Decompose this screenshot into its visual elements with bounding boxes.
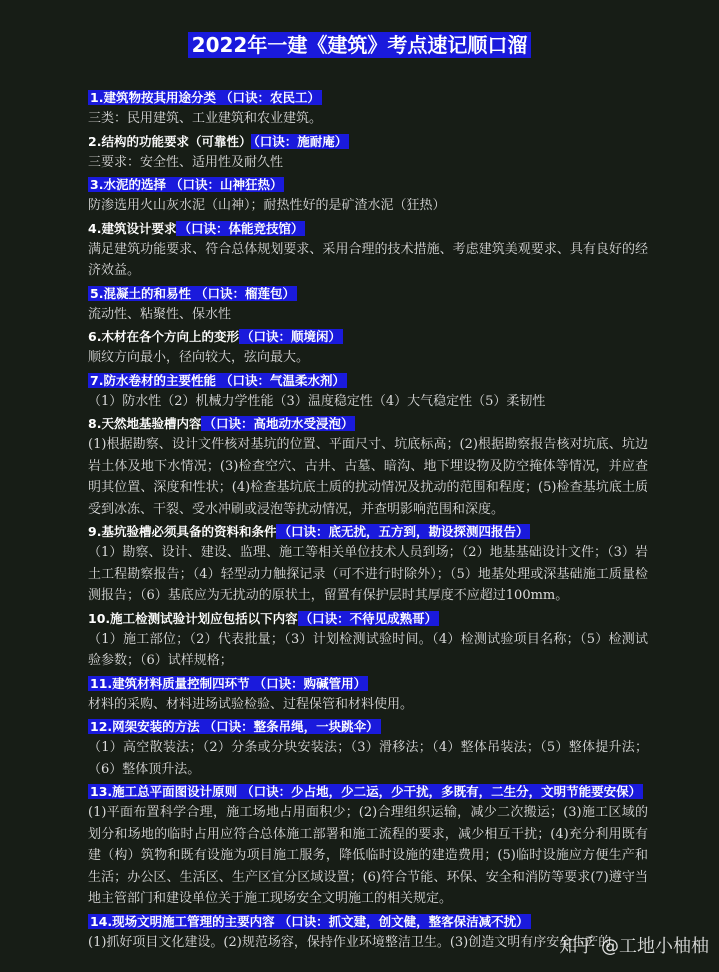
section-heading <box>88 219 648 239</box>
section-title: 5.混凝土的和易性 <box>90 285 191 301</box>
section-body: (1)抓好项目文化建设。(2)规范场容，保持作业环境整洁卫生。(3)创造文明有序安全生产的 <box>88 934 612 950</box>
section <box>88 674 648 716</box>
section-title: 11.建筑材料质量控制四环节 <box>90 675 250 691</box>
section-title: 1.建筑物按其用途分类 <box>90 90 216 105</box>
section-heading <box>88 284 648 304</box>
mnemonic-highlight: （口诀：购碱管用） <box>253 675 367 691</box>
section-body: （1）高空散装法；（2）分条或分块安装法；（3）滑移法；（4）整体吊装法；（5）整体提升法；（6）整体顶升法。 <box>88 740 648 777</box>
document-title: 2022年一建《建筑》考点速记顺口溜 <box>188 32 532 58</box>
mnemonic-highlight: （口诀：施耐庵） <box>253 133 348 149</box>
section-body: (1)根据勘察、设计文件核对基坑的位置、平面尺寸、坑底标高；(2)根据勘察报告核对坑底、坑边岩土体及地下水情况；(3)检查空穴、古井、古墓、暗沟、地下埋设物及防空掩体等情况，并应查明其位置、深度和性状；(4)检查基坑底土质的扰动情况及扰动的范围和程度；(5)检查基坑底土质受到冰冻、干裂、受水冲刷或浸泡等扰动情况，并查明影响范围和深度。 <box>88 437 648 517</box>
section-body: (1)平面布置科学合理，施工场地占用面积少；(2)合理组织运输，减少二次搬运；(3)施工区域的划分和场地的临时占用应符合总体施工部署和施工流程的要求，减少相互干扰；(4)充分利用既有建（构）筑物和既有设施为项目施工服务，降低临时设施的建造费用；(5)临时设施应方便生产和生活；办公区、生活区、生产区宜分区域设置；(6)符合节能、环保、安全和消防等要求(7)遵守当地主管部门和建设单位关于施工现场安全文明施工的相关规定。 <box>88 805 648 906</box>
mnemonic-highlight: （口诀：少占地，少二运，少干扰，多既有，二生分，文明节能要安保） <box>241 784 642 799</box>
section-body: （1）施工部位；（2）代表批量；（3）计划检测试验时间。（4）检测试验项目名称；（5）检测试验参数；（6）试样规格； <box>88 631 648 668</box>
title-bar <box>0 0 719 68</box>
zhihu-watermark: 知乎 @工地小柚柚 <box>559 936 709 957</box>
section-heading <box>88 371 648 391</box>
section-heading <box>88 175 648 195</box>
mnemonic-highlight: （口诀：体能竞技馆） <box>178 220 304 236</box>
content-area <box>88 86 648 953</box>
section-heading <box>88 327 648 347</box>
mnemonic-highlight: （口诀：底无扰，五方到，勘设探测四报告） <box>278 524 529 539</box>
section-title: 2.结构的功能要求（可靠性） <box>88 133 252 149</box>
mnemonic-highlight: （口诀：高地动水受浸泡） <box>203 416 354 431</box>
section-title: 6.木材在各个方向上的变形 <box>88 329 239 344</box>
section-body: 顺纹方向最小，径向较大，弦向最大。 <box>88 350 310 365</box>
section <box>88 414 648 520</box>
section-body: 满足建筑功能要求、符合总体规划要求、采用合理的技术措施、考虑建筑美观要求、具有良好的经济效益。 <box>88 241 648 278</box>
section-title: 8.天然地基验槽内容 <box>88 416 202 431</box>
section <box>88 371 648 413</box>
section-body: （1）勘察、设计、建设、监理、施工等相关单位技术人员到场；（2）地基基础设计文件；（3）岩土工程勘察报告；（4）轻型动力触探记录（可不进行时除外）；（5）地基处理或深基础施工质量检测报告；（6）基底应为无扰动的原状土，留置有保护层时其厚度不应超过100mm。 <box>88 545 648 603</box>
section <box>88 522 648 607</box>
section <box>88 175 648 217</box>
section-heading <box>88 912 648 932</box>
section-heading <box>88 522 648 542</box>
mnemonic-highlight: （口诀：不待见成熟哥） <box>299 610 438 626</box>
section-title: 3.水泥的选择 <box>90 177 166 192</box>
section <box>88 132 648 174</box>
section-heading <box>88 414 648 434</box>
section-title: 4.建筑设计要求 <box>88 220 177 236</box>
section-heading <box>88 609 648 629</box>
section-heading <box>88 717 648 737</box>
section-heading <box>88 88 648 108</box>
section-body: 三类：民用建筑、工业建筑和农业建筑。 <box>88 111 323 126</box>
section <box>88 284 648 326</box>
section <box>88 327 648 369</box>
mnemonic-highlight: （口诀：榴莲包） <box>194 285 295 301</box>
section-body: 三要求：安全性、适用性及耐久性 <box>88 154 284 170</box>
mnemonic-highlight: （口诀：顺境闲） <box>240 329 341 344</box>
mnemonic-highlight: （口诀：整条吊绳，一块跳伞） <box>203 719 379 734</box>
section-body: 防渗选用火山灰水泥（山神）；耐热性好的是矿渣水泥（狂热） <box>88 198 446 213</box>
section-title: 7.防水卷材的主要性能 <box>90 372 216 388</box>
section-heading <box>88 782 648 802</box>
section-title: 14.现场文明施工管理的主要内容 <box>90 913 275 929</box>
mnemonic-highlight: （口诀：抓文建，创文健，整客保洁减不扰） <box>278 913 529 929</box>
section <box>88 219 648 282</box>
section-title: 12.网架安装的方法 <box>90 719 200 734</box>
section-title: 9.基坑验槽必须具备的资料和条件 <box>88 524 277 539</box>
section-body: （1）防水性（2）机械力学性能（3）温度稳定性（4）大气稳定性（5）柔韧性 <box>88 393 546 409</box>
mnemonic-highlight: （口诀：山神狂热） <box>169 177 283 192</box>
mnemonic-highlight: （口诀：农民工） <box>219 90 320 105</box>
section-title: 10.施工检测试验计划应包括以下内容 <box>88 610 298 626</box>
section <box>88 717 648 780</box>
section <box>88 88 648 130</box>
section-heading <box>88 674 648 694</box>
section <box>88 782 648 910</box>
section-title: 13.施工总平面图设计原则 <box>90 784 238 799</box>
mnemonic-highlight: （口诀：气温柔水剂） <box>219 372 345 388</box>
section-heading <box>88 132 648 152</box>
section <box>88 609 648 672</box>
section-body: 流动性、粘聚性、保水性 <box>88 306 232 322</box>
section-body: 材料的采购、材料进场试验检验、过程保管和材料使用。 <box>88 696 414 712</box>
